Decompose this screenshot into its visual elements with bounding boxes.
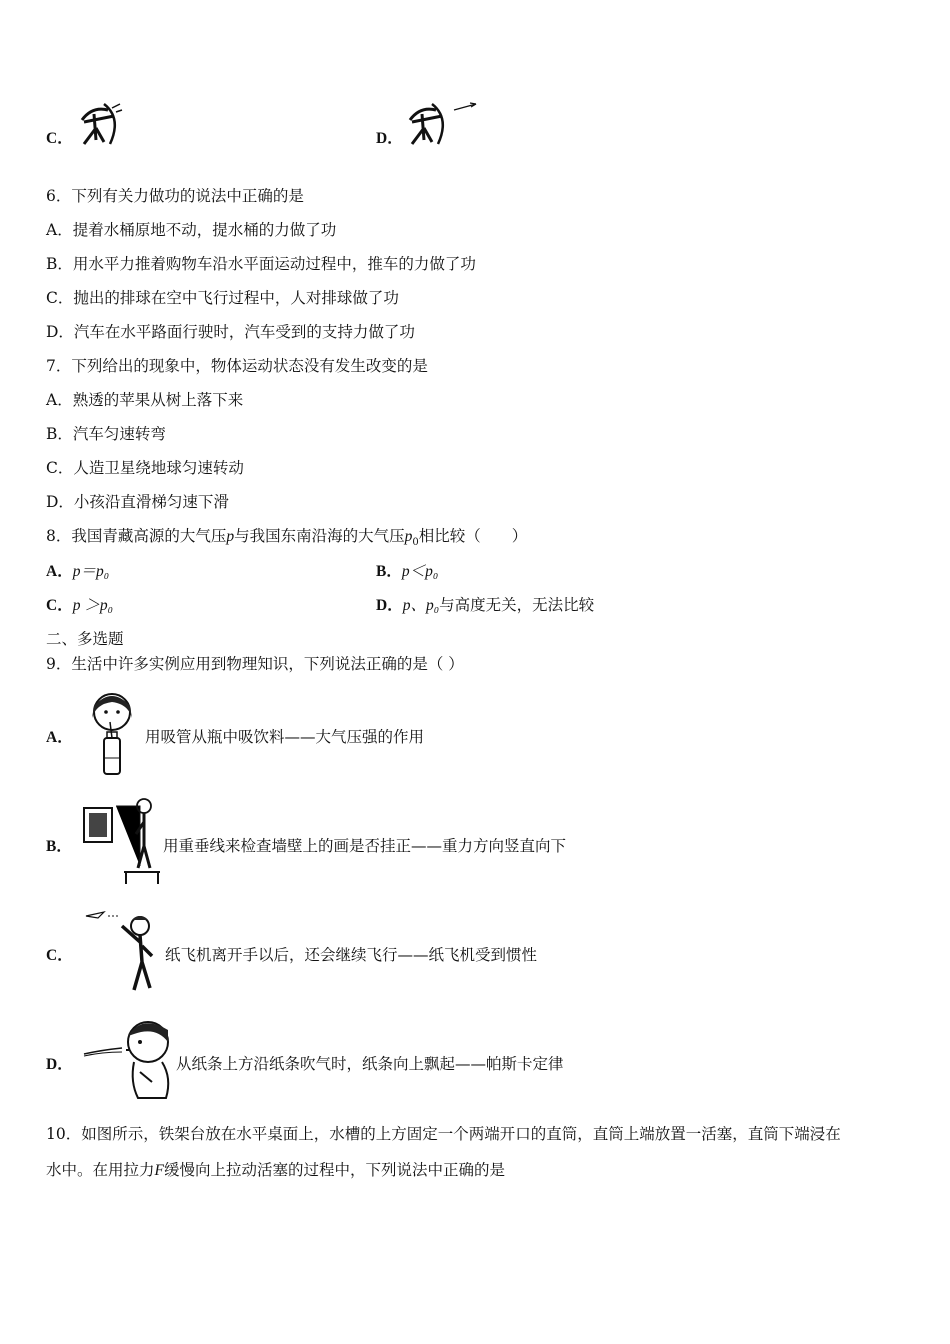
boy-paper-plane-figure — [82, 906, 168, 996]
q7-option-a: A．熟透的苹果从树上落下来 — [46, 391, 244, 409]
q10-stem-line2: 水中。在用拉力F缓慢向上拉动活塞的过程中，下列说法中正确的是 — [46, 1161, 505, 1179]
boy-plumb-line-figure — [80, 796, 162, 888]
boy-blowing-paper-strip-figure — [82, 1012, 176, 1102]
q7-stem: 7．下列给出的现象中，物体运动状态没有发生改变的是 — [46, 357, 428, 375]
q5-option-d: D． — [376, 130, 403, 147]
archer-figure-c — [74, 100, 134, 152]
q7-option-d: D．小孩沿直滑梯匀速下滑 — [46, 493, 229, 511]
q8-stem: 8．我国青藏高源的大气压p与我国东南沿海的大气压$p_0$相比较（ ） — [46, 527, 528, 549]
q9-stem: 9．生活中许多实例应用到物理知识，下列说法正确的是（ ） — [46, 655, 464, 673]
q9-option-b-text: 用重垂线来检查墙壁上的画是否挂正——重力方向竖直向下 — [163, 837, 567, 855]
q9-option-d-text: 从纸条上方沿纸条吹气时，纸条向上飘起——帕斯卡定律 — [176, 1055, 564, 1073]
q8-option-d: D．p、p₀与高度无关，无法比较 — [376, 596, 595, 614]
q6-option-d: D．汽车在水平路面行驶时，汽车受到的支持力做了功 — [46, 323, 415, 341]
q8-option-a: A．p＝p₀ — [46, 563, 110, 580]
q9-option-c-text: 纸飞机离开手以后，还会继续飞行——纸飞机受到惯性 — [165, 946, 538, 964]
q6-stem: 6．下列有关力做功的说法中正确的是 — [46, 187, 304, 205]
q8-option-c: C．p ＞p₀ — [46, 597, 113, 614]
q6-option-a: A．提着水桶原地不动，提水桶的力做了功 — [46, 221, 337, 239]
girl-drinking-straw-figure — [84, 688, 144, 780]
q5-option-c: C． — [46, 130, 73, 147]
q6-option-b: B．用水平力推着购物车沿水平面运动过程中，推车的力做了功 — [46, 255, 476, 273]
archer-figure-d — [404, 98, 484, 152]
q7-option-b: B．汽车匀速转弯 — [46, 425, 166, 443]
q9-option-a-text: 用吸管从瓶中吸饮料——大气压强的作用 — [145, 728, 425, 746]
section-heading-multiple-choice: 二、多选题 — [46, 630, 124, 648]
q10-stem-line1: 10．如图所示，铁架台放在水平桌面上，水槽的上方固定一个两端开口的直筒，直筒上端放置一活塞，直筒下端浸在 — [46, 1125, 841, 1143]
q7-option-c: C．人造卫星绕地球匀速转动 — [46, 459, 244, 477]
q6-option-c: C．抛出的排球在空中飞行过程中，人对排球做了功 — [46, 289, 399, 307]
q8-option-b: B．p＜p₀ — [376, 563, 439, 580]
